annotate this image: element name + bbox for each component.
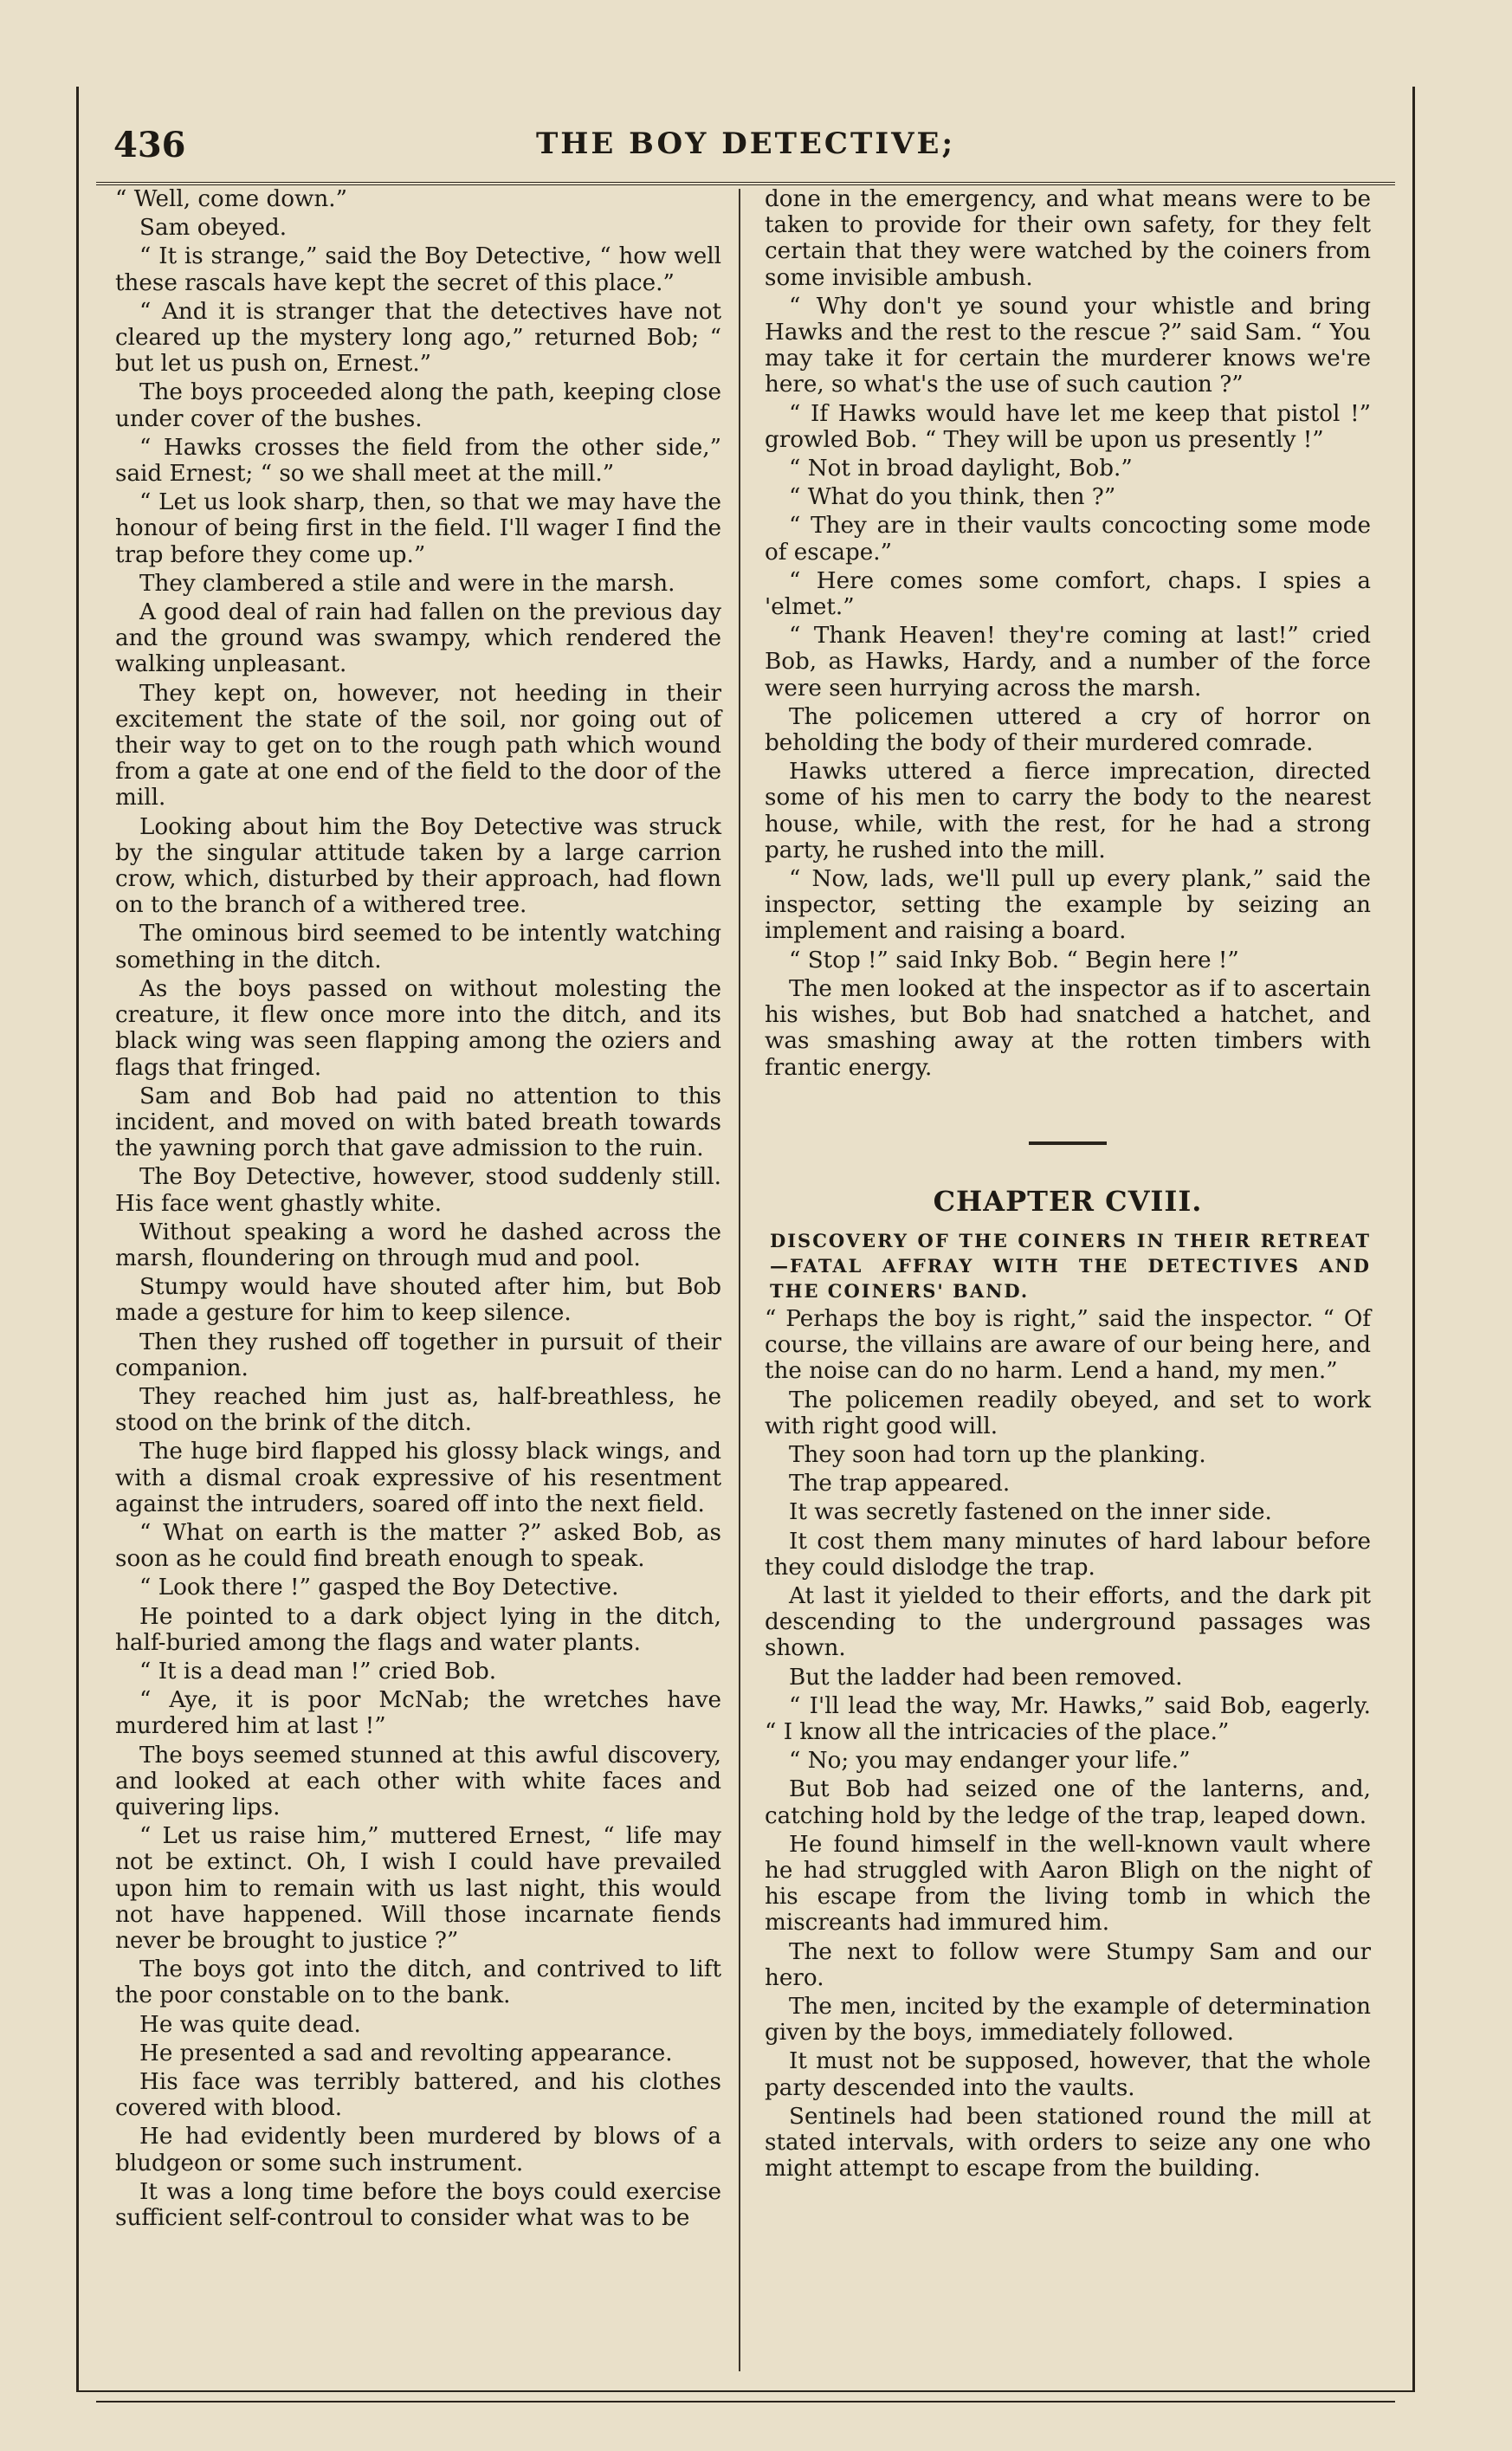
paragraph: “ Here comes some comfort, chaps. I spies a 'elmet.” xyxy=(765,567,1371,621)
paragraph: “ What do you think, then ?” xyxy=(789,484,1116,511)
paragraph: They soon had torn up the planking. xyxy=(789,1441,1206,1468)
chapter-title: CHAPTER CVIII. xyxy=(933,1184,1203,1218)
paragraph: “ Let us look sharp, then, so that we may have the honour of being first in the field. I'll wager I find the trap before they come up.” xyxy=(115,489,721,568)
paragraph: “ They are in their vaults concocting some mode of escape.” xyxy=(765,513,1371,566)
paragraph: The ominous bird seemed to be intently watching something in the ditch. xyxy=(115,921,721,973)
paragraph: They reached him just as, half-breathless, he stood on the brink of the ditch. xyxy=(115,1383,721,1437)
paragraph: Without speaking a word he dashed across the marsh, floundering on through mud and pool. xyxy=(115,1219,721,1271)
paragraph: He found himself in the well-known vault where he had struggled with Aaron Bligh on the night of his escape from the living tomb in which the miscreants had immured him. xyxy=(765,1831,1371,1937)
paragraph: His face was terribly battered, and his clothes covered with blood. xyxy=(115,2069,721,2122)
paragraph: Sam and Bob had paid no attention to this incident, and moved on with bated breath towards the yawning porch that gave admission to the ruin. xyxy=(115,1083,721,1162)
paragraph: “ If Hawks would have let me keep that pistol !” growled Bob. “ They will be upon us presently !” xyxy=(765,400,1371,453)
paragraph: “ Aye, it is poor McNab; the wretches have murdered him at last !” xyxy=(115,1687,721,1740)
paragraph: “ Thank Heaven! they're coming at last!” cried Bob, as Hawks, Hardy, and a number of the force were seen hurrying across the marsh. xyxy=(765,623,1371,702)
paragraph: As the boys passed on without molesting the creature, it flew once more into the ditch, and its black wing was seen flapping among the oziers and flags that fringed. xyxy=(115,975,721,1081)
paragraph: done in the emergency, and what means were to be taken to provide for their own safety, for they felt certain that they were watched by the coiners from some invisible ambush. xyxy=(765,186,1371,291)
paragraph: “ Stop !” said Inky Bob. “ Begin here !” xyxy=(789,947,1239,973)
paragraph: “ Perhaps the boy is right,” said the inspector. “ Of course, the villains are aware of our being here, and the noise can do no harm. Lend a hand, my men.” xyxy=(765,1305,1371,1385)
paragraph: The next to follow were Stumpy Sam and our hero. xyxy=(765,1938,1371,1991)
paragraph: “ Hawks crosses the field from the other side,” said Ernest; “ so we shall meet at the mill.” xyxy=(115,434,721,488)
paragraph: “ Now, lads, we'll pull up every plank,” said the inspector, setting the example by seizing an implement and raising a board. xyxy=(765,866,1371,945)
paragraph: But Bob had seized one of the lanterns, and, catching hold by the ledge of the trap, leaped down. xyxy=(765,1776,1371,1829)
paragraph: The Boy Detective, however, stood suddenly still. His face went ghastly white. xyxy=(115,1164,721,1217)
left-column xyxy=(115,186,721,2234)
paragraph: He presented a sad and revolting appearance. xyxy=(139,2040,673,2066)
paragraph: Then they rushed off together in pursuit of their companion. xyxy=(115,1329,721,1381)
paragraph: He had evidently been murdered by blows of a bludgeon or some such instrument. xyxy=(115,2124,721,2176)
paragraph: “ Not in broad daylight, Bob.” xyxy=(789,456,1133,482)
running-title: THE BOY DETECTIVE; xyxy=(536,126,955,161)
section-ornament xyxy=(1029,1141,1107,1145)
paragraph: The trap appeared. xyxy=(789,1471,1011,1497)
paragraph: “ It is a dead man !” cried Bob. xyxy=(139,1658,497,1685)
paragraph: The boys proceeded along the path, keeping close under cover of the bushes. xyxy=(115,379,721,432)
paragraph: It was a long time before the boys could exercise sufficient self-controul to consider what was to be xyxy=(115,2178,721,2232)
paragraph: “ What on earth is the matter ?” asked Bob, as soon as he could find breath enough to speak. xyxy=(115,1519,721,1573)
paragraph: The boys seemed stunned at this awful discovery, and looked at each other with white faces and quivering lips. xyxy=(115,1742,721,1820)
paragraph: “ I'll lead the way, Mr. Hawks,” said Bob, eagerly. “ I know all the intricacies of the place.” xyxy=(765,1692,1371,1745)
paragraph: “ Well, come down.” xyxy=(115,186,347,212)
page-number: 436 xyxy=(113,125,186,165)
book-page xyxy=(76,87,1415,2392)
paragraph: Hawks uttered a fierce imprecation, directed some of his men to carry the body to the nearest house, while, with the rest, for he had a strong party, he rushed into the mill. xyxy=(765,759,1371,863)
paragraph: The huge bird flapped his glossy black wings, and with a dismal croak expressive of his resentment against the intruders, soared off into the next field. xyxy=(115,1439,721,1517)
paragraph: He pointed to a dark object lying in the ditch, half-buried among the flags and water plants. xyxy=(115,1603,721,1656)
paragraph: It cost them many minutes of hard labour before they could dislodge the trap. xyxy=(765,1528,1371,1581)
paragraph: “ Why don't ye sound your whistle and bring Hawks and the rest to the rescue ?” said Sam. “ You may take it for certain the murderer knows we're here, so what's the use of such caution ?” xyxy=(765,293,1371,398)
column-divider xyxy=(739,189,740,2371)
paragraph: He was quite dead. xyxy=(139,2011,361,2038)
paragraph: “ Let us raise him,” muttered Ernest, “ life may not be extinct. Oh, I wish I could have prevailed upon him to remain with us last night, this would not have happened. Will those incarnate fiends never be brought to justice ?” xyxy=(115,1823,721,1954)
page-header xyxy=(96,120,1395,185)
paragraph: Sentinels had been stationed round the mill at stated intervals, with orders to seize any one who might attempt to escape from the building. xyxy=(765,2103,1371,2183)
right-column xyxy=(765,186,1371,2184)
chapter-summary: DISCOVERY OF THE COINERS IN THEIR RETREAT—FATAL AFFRAY WITH THE DETECTIVES AND THE COINERS' BAND. xyxy=(770,1229,1371,1302)
paragraph: “ No; you may endanger your life.” xyxy=(789,1748,1191,1775)
paragraph: But the ladder had been removed. xyxy=(789,1664,1183,1691)
paragraph: It must not be supposed, however, that the whole party descended into the vaults. xyxy=(765,2048,1371,2101)
paragraph: “ And it is stranger that the detectives have not cleared up the mystery long ago,” returned Bob; “ but let us push on, Ernest.” xyxy=(115,298,721,378)
paragraph: “ It is strange,” said the Boy Detective, “ how well these rascals have kept the secret of this place.” xyxy=(115,243,721,296)
bottom-rule xyxy=(96,2401,1395,2402)
paragraph: Looking about him the Boy Detective was struck by the singular attitude taken by a large carrion crow, which, disturbed by their approach, had flown on to the branch of a withered tree. xyxy=(115,813,721,919)
paragraph: The men, incited by the example of determination given by the boys, immediately followed. xyxy=(765,1993,1371,2047)
paragraph: They kept on, however, not heeding in their excitement the state of the soil, nor going out of their way to get on to the rough path which wound from a gate at one end of the field to the door of the mill. xyxy=(115,680,721,812)
paragraph: Stumpy would have shouted after him, but Bob made a gesture for him to keep silence. xyxy=(115,1274,721,1327)
paragraph: The policemen uttered a cry of horror on beholding the body of their murdered comrade. xyxy=(765,703,1371,757)
paragraph: The policemen readily obeyed, and set to work with right good will. xyxy=(765,1387,1371,1439)
paragraph: The men looked at the inspector as if to ascertain his wishes, but Bob had snatched a hatchet, and was smashing away at the rotten timbers with frantic energy. xyxy=(765,975,1371,1081)
paragraph: They clambered a stile and were in the marsh. xyxy=(139,570,675,597)
paragraph: “ Look there !” gasped the Boy Detective. xyxy=(139,1575,619,1601)
paragraph: A good deal of rain had fallen on the previous day and the ground was swampy, which rendered the walking unpleasant. xyxy=(115,599,721,678)
paragraph: The boys got into the ditch, and contrived to lift the poor constable on to the bank. xyxy=(115,1956,721,2009)
paragraph: It was secretly fastened on the inner side. xyxy=(789,1499,1272,1526)
paragraph: At last it yielded to their efforts, and the dark pit descending to the underground passages was shown. xyxy=(765,1582,1371,1662)
paragraph: Sam obeyed. xyxy=(139,215,288,242)
